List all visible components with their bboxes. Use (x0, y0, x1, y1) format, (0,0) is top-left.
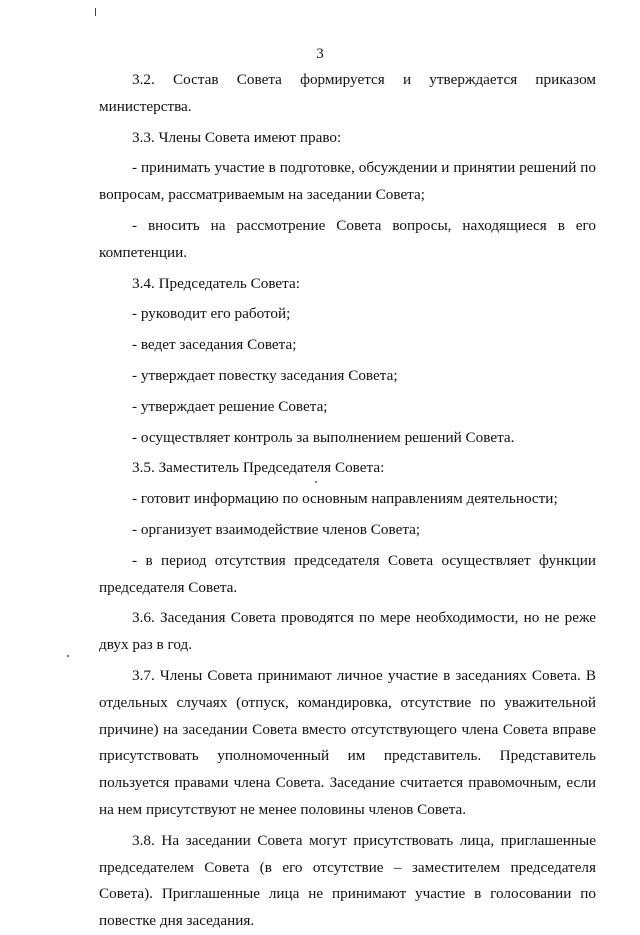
list-item: - руководит его работой; (132, 305, 291, 323)
paragraph-3-2: 3.2. Состав Совета формируется и утверждается приказом министерства. (99, 71, 596, 115)
paragraph-3-4: 3.4. Председатель Совета: (132, 274, 300, 292)
list-item: - утверждает повестку заседания Совета; (132, 366, 398, 384)
list-item: - готовит информацию по основным направлениям деятельности; (132, 490, 558, 508)
paragraph-3-7: 3.7. Члены Совета принимают личное участие в заседаниях Совета. В отдельных случаях (отпуск, командировка, отсутствие по уважительной причине) на заседании Совета вместо отсутствующего члена Совета вправе присутствовать уполномоченный им представитель. Представитель пользуется правами члена Совета. Заседание считается правомочным, если на нем присутствуют не менее половины членов Совета. (99, 666, 596, 818)
paragraph-3-5: 3.5. Заместитель Председателя Совета: (132, 459, 385, 477)
scan-mark (95, 8, 96, 16)
paragraph-3-8: 3.8. На заседании Совета могут присутствовать лица, приглашенные председателем Совета (в его отсутствие – заместителем председателя Совета). Приглашенные лица не принимают участие в голосовании по повестке дня заседания. (99, 831, 596, 930)
paragraph-3-3: 3.3. Члены Совета имеют право: (132, 128, 342, 146)
list-item: - осуществляет контроль за выполнением решений Совета. (132, 428, 515, 446)
list-item: - организует взаимодействие членов Совета; (132, 520, 421, 538)
list-item: - утверждает решение Совета; (132, 397, 328, 415)
list-item: - принимать участие в подготовке, обсуждении и принятии решений по вопросам, рассматриваемым на заседании Совета; (99, 159, 596, 204)
list-item: - в период отсутствия председателя Совета осуществляет функции председателя Совета. (99, 551, 596, 596)
scan-speck (67, 655, 69, 657)
document-body (99, 67, 596, 935)
list-item: - ведет заседания Совета; (132, 336, 297, 354)
list-item: - вносить на рассмотрение Совета вопросы, находящиеся в его компетенции. (99, 216, 596, 261)
page-number: 3 (316, 46, 324, 62)
paragraph-3-6: 3.6. Заседания Совета проводятся по мере необходимости, но не реже двух раз в год. (99, 609, 596, 654)
